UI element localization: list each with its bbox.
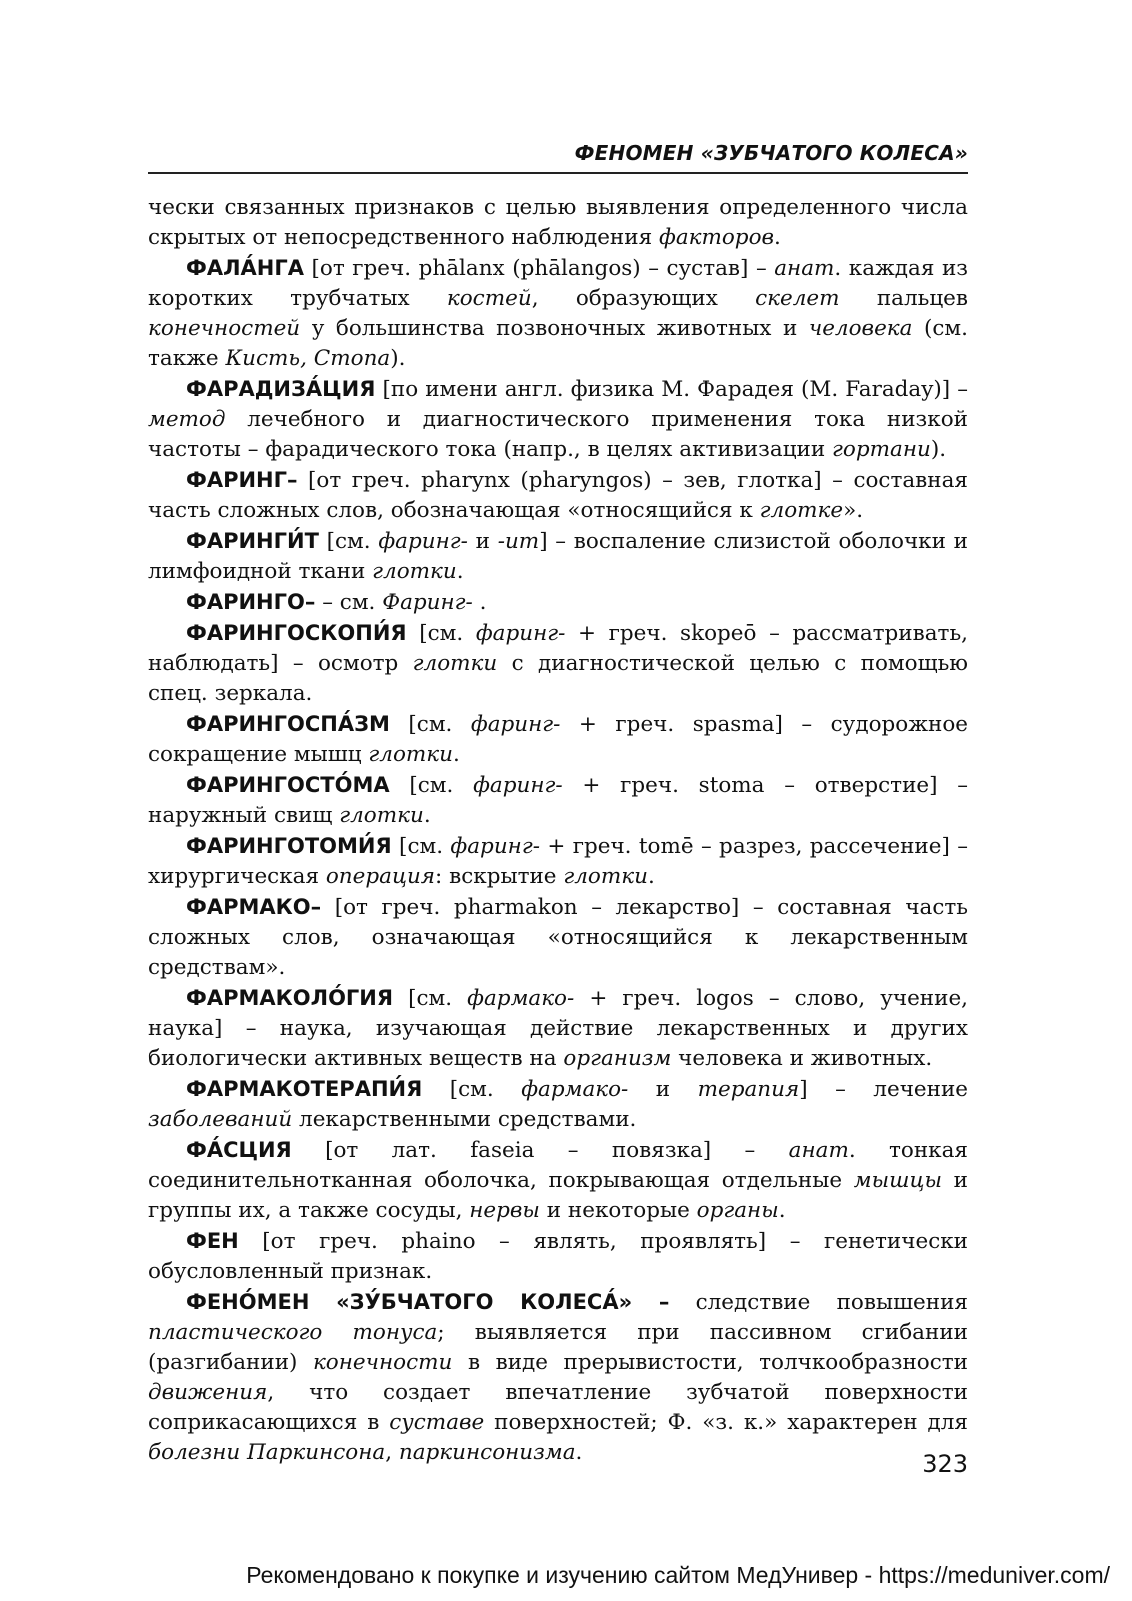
entry-term: ФАРМАКОЛО́ГИЯ (186, 986, 394, 1010)
italic-text: скелет (755, 286, 840, 311)
italic-text: органы (696, 1198, 779, 1223)
body-text: лечебного и диагностического применения тока низкой частоты – фарадического тока (напр., в целях активизации (148, 407, 968, 462)
body-text: – см. (315, 590, 383, 615)
italic-text: костей (446, 286, 532, 311)
body-text: [от греч. phālanx (phālangos) – сустав] – (303, 256, 775, 281)
body-text: + греч. skopeō – рассматривать, наблюдать] – осмотр (148, 621, 968, 676)
body-text: [см. (389, 773, 474, 798)
body-text: ». (843, 498, 864, 523)
continuation-paragraph (148, 193, 968, 253)
entry-term: ФАРМАКО– (186, 895, 322, 919)
dictionary-entry (148, 526, 968, 587)
body-text: [от греч. phaino – являть, проявлять] – генетически обусловленный признак. (148, 1229, 968, 1284)
dictionary-entry (148, 1135, 968, 1226)
italic-text: фармако- (467, 986, 575, 1011)
italic-text: фаринг- (378, 529, 468, 554)
body-text: пальцев (839, 286, 968, 311)
entry-term: ФЕНО́МЕН «ЗУ́БЧАТОГО КОЛЕСА́» – (186, 1290, 670, 1314)
body-text: и группы их, а также сосуды, (148, 1168, 968, 1223)
body-text: [от греч. pharmakon – лекарство] – составная часть сложных слов, означающая «относящийся к лекарственным средствам». (148, 895, 968, 980)
dictionary-entry (148, 831, 968, 892)
body-text: . (472, 590, 487, 615)
italic-text: паркинсонизма (398, 1440, 576, 1465)
italic-text: конечностей (148, 316, 301, 341)
entry-term: ФАРИНГОСПА́ЗМ (186, 712, 390, 736)
body-text: следствие повышения (669, 1290, 968, 1315)
body-text: [см. (391, 834, 451, 859)
entry-term: ФАРИНГ– (186, 468, 298, 492)
italic-text: движения (148, 1380, 268, 1405)
dictionary-entry (148, 253, 968, 374)
italic-text: терапия (697, 1077, 800, 1102)
italic-text: операция (325, 864, 436, 889)
body-text: + греч. spasma] – судорожное сокращение мышц (148, 712, 968, 767)
body-text: . тонкая соединительнотканная оболочка, покрывающая отдельные (148, 1138, 968, 1193)
body-text: . (778, 1198, 786, 1223)
body-text: ] – лечение (799, 1077, 969, 1102)
italic-text: Кисть, Стопа (225, 346, 391, 371)
italic-text: глотки (563, 864, 648, 889)
body-text: поверхностей; Ф. «з. к.» характерен для (484, 1410, 968, 1435)
body-text: [см. (393, 986, 468, 1011)
body-text: [от лат. faseia – повязка] – (291, 1138, 789, 1163)
entry-term: ФАРМАКОТЕРАПИ́Я (186, 1077, 423, 1101)
italic-text: фармако- (521, 1077, 629, 1102)
italic-text: пластического тонуса (148, 1320, 438, 1345)
italic-text: нервы (469, 1198, 540, 1223)
body-text: + греч. stoma – отверстие] – наружный свищ (148, 773, 968, 828)
italic-text: фаринг- (450, 834, 540, 859)
dictionary-entry (148, 618, 968, 709)
body-text: ). (390, 346, 406, 371)
italic-text: анат (788, 1138, 849, 1163)
body-text: и некоторые (539, 1198, 697, 1223)
page-number: 323 (922, 1450, 968, 1478)
dictionary-body (148, 193, 968, 1468)
entry-term: ФАРИНГО– (186, 590, 316, 614)
body-text: лекарственными средствами. (292, 1107, 637, 1132)
body-text: . (453, 742, 460, 767)
body-text: ] – воспаление слизистой оболочки и лимфоидной ткани (148, 529, 968, 584)
body-text: . (456, 559, 464, 584)
body-text: ). (930, 437, 947, 462)
header-rule (148, 172, 968, 174)
entry-term: ФА́СЦИЯ (186, 1138, 292, 1162)
body-text: . (774, 225, 781, 250)
italic-text: мышцы (853, 1168, 942, 1193)
body-text: и (628, 1077, 698, 1102)
dictionary-entry (148, 1074, 968, 1135)
body-text: человека и животных. (671, 1046, 933, 1071)
body-text: + греч. tomē – разрез, рассечение] – хирургическая (148, 834, 968, 889)
entry-term: ФАРИНГОСТО́МА (186, 773, 390, 797)
italic-text: Фаринг- (382, 590, 473, 615)
body-text: : вскрытие (435, 864, 564, 889)
body-text: . каждая из коротких трубчатых (148, 256, 968, 311)
body-text: ; выявляется при пассивном сгибании (разгибании) (148, 1320, 968, 1375)
dictionary-entry (148, 983, 968, 1074)
entry-term: ФЕН (186, 1229, 239, 1253)
footer-note: Рекомендовано к покупке и изучению сайтом МедУнивер - https://meduniver.com/ (246, 1562, 1110, 1588)
body-text: [по имени англ. физика М. Фарадея (M. Faraday)] – (375, 377, 968, 402)
dictionary-entry (148, 587, 968, 618)
dictionary-entry (148, 770, 968, 831)
dictionary-entry (148, 892, 968, 983)
body-text: [см. (389, 712, 471, 737)
body-text: в виде прерывистости, толчкообразности (452, 1350, 968, 1375)
body-text: . (575, 1440, 583, 1465)
dictionary-entry (148, 1226, 968, 1287)
body-text: [см. (422, 1077, 522, 1102)
entry-term: ФАРИНГИ́Т (186, 529, 319, 553)
body-text: , образующих (531, 286, 756, 311)
italic-text: организм (563, 1046, 672, 1071)
italic-text: анат (774, 256, 835, 281)
body-text: , (385, 1440, 399, 1465)
entry-term: ФАРАДИЗА́ЦИЯ (186, 377, 376, 401)
italic-text: суставе (389, 1410, 485, 1435)
body-text: . (647, 864, 655, 889)
body-text: и (467, 529, 498, 554)
entry-term: ФАРИНГОСКОПИ́Я (186, 621, 407, 645)
italic-text: гортани (832, 437, 931, 462)
italic-text: метод (148, 407, 226, 432)
italic-text: заболеваний (148, 1107, 293, 1132)
dictionary-entry (148, 709, 968, 770)
body-text: . (423, 803, 431, 828)
dictionary-entry (148, 374, 968, 465)
dictionary-entry (148, 465, 968, 526)
dictionary-entry (148, 1287, 968, 1468)
body-text: , что создает впечатление зубчатой поверхности соприкасающихся в (148, 1380, 968, 1435)
italic-text: глотки (339, 803, 424, 828)
italic-text: глотки (368, 742, 453, 767)
entry-term: ФАРИНГОТОМИ́Я (186, 834, 392, 858)
body-text: у большинства позвоночных животных и (300, 316, 809, 341)
italic-text: болезни Паркинсона (148, 1440, 386, 1465)
italic-text: фаринг- (470, 712, 561, 737)
italic-text: глотки (372, 559, 457, 584)
italic-text: глотки (412, 651, 498, 676)
body-text: [см. (406, 621, 476, 646)
italic-text: факторов (658, 225, 775, 250)
body-text: + греч. logos – слово, учение, наука] – наука, изучающая действие лекарственных и других биологически активных веществ на (148, 986, 969, 1071)
running-header: ФЕНОМЕН «ЗУБЧАТОГО КОЛЕСА» (574, 141, 968, 165)
italic-text: человека (808, 316, 913, 341)
entry-term: ФАЛА́НГА (186, 256, 304, 280)
italic-text: конечности (312, 1350, 453, 1375)
body-text: (см. также (148, 316, 968, 371)
italic-text: глотке (759, 498, 844, 523)
body-text: с диагностической целью с помощью спец. зеркала. (148, 651, 969, 706)
italic-text: фаринг- (473, 773, 563, 798)
body-text: [от греч. pharynx (pharyngos) – зев, глотка] – составная часть сложных слов, обозначающая «относящийся к (148, 468, 968, 523)
italic-text: фаринг- (475, 621, 566, 646)
italic-text: -ит (497, 529, 540, 554)
body-text: [см. (318, 529, 379, 554)
body-text: чески связанных признаков с целью выявления определенного числа скрытых от непосредственного наблюдения (148, 195, 968, 250)
